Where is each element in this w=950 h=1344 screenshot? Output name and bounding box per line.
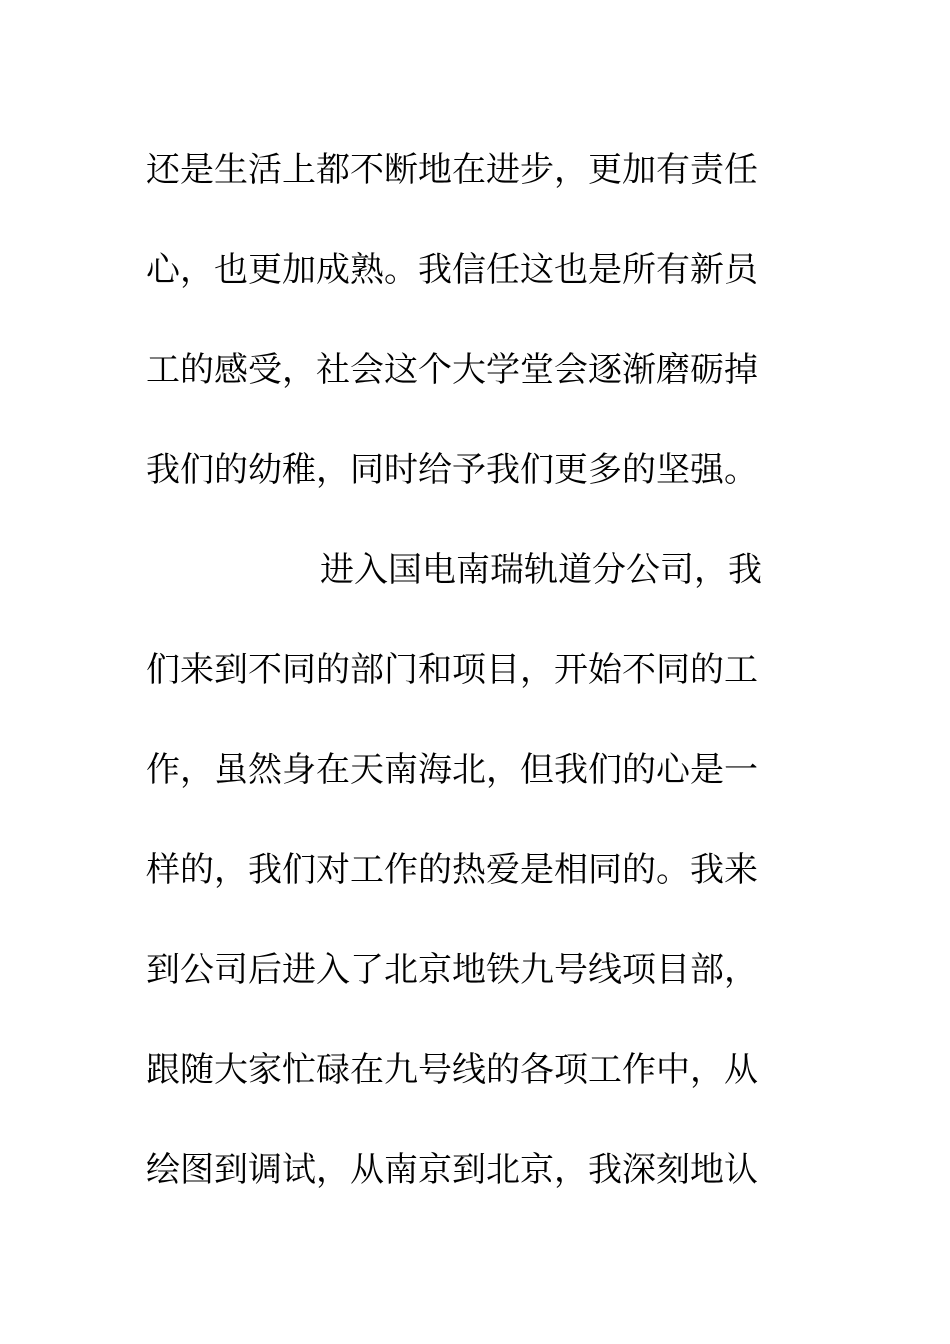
text-line: 们来到不同的部门和项目，开始不同的工 xyxy=(146,650,758,690)
text-line: 到公司后进入了北京地铁九号线项目部， xyxy=(146,950,758,990)
text-line: 工的感受，社会这个大学堂会逐渐磨砺掉 xyxy=(146,350,758,390)
text-line: 还是生活上都不断地在进步，更加有责任 xyxy=(146,150,758,190)
paragraph-start-line: 进入国电南瑞轨道分公司，我 xyxy=(320,550,762,590)
text-line: 样的，我们对工作的热爱是相同的。我来 xyxy=(146,850,758,890)
text-line: 心，也更加成熟。我信任这也是所有新员 xyxy=(146,250,758,290)
text-line: 我们的幼稚，同时给予我们更多的坚强。 xyxy=(146,450,758,490)
body-text xyxy=(146,120,786,1220)
text-line: 绘图到调试，从南京到北京，我深刻地认 xyxy=(146,1150,758,1190)
text-line: 跟随大家忙碌在九号线的各项工作中，从 xyxy=(146,1050,758,1090)
text-line: 作，虽然身在天南海北，但我们的心是一 xyxy=(146,750,758,790)
